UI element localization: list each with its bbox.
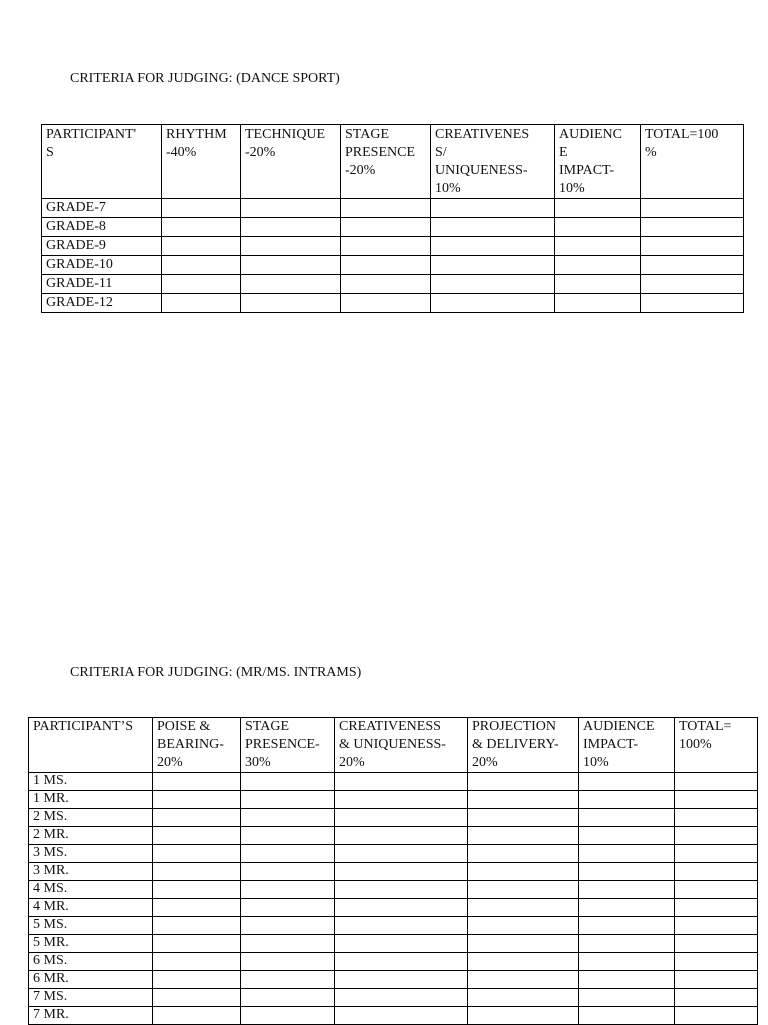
score-cell[interactable] xyxy=(335,881,468,899)
table-row xyxy=(42,256,744,275)
score-cell[interactable] xyxy=(241,256,341,275)
score-cell[interactable] xyxy=(335,791,468,809)
score-cell[interactable] xyxy=(335,863,468,881)
score-cell[interactable] xyxy=(675,809,758,827)
score-cell[interactable] xyxy=(641,237,744,256)
score-cell[interactable] xyxy=(341,256,431,275)
table-row xyxy=(29,899,758,917)
score-cell[interactable] xyxy=(431,294,555,313)
table-row xyxy=(29,791,758,809)
row-label: 7 MS. xyxy=(29,989,153,1007)
score-cell[interactable] xyxy=(241,827,335,845)
score-cell[interactable] xyxy=(468,773,579,791)
score-cell[interactable] xyxy=(162,218,241,237)
score-cell[interactable] xyxy=(555,237,641,256)
table-row xyxy=(29,1007,758,1025)
row-label: 5 MR. xyxy=(29,935,153,953)
score-cell[interactable] xyxy=(241,1007,335,1025)
score-cell[interactable] xyxy=(579,917,675,935)
score-cell[interactable] xyxy=(153,935,241,953)
score-cell[interactable] xyxy=(468,863,579,881)
score-cell[interactable] xyxy=(675,791,758,809)
mr-ms-intrams-criteria-table xyxy=(28,717,758,1025)
row-label: GRADE-9 xyxy=(42,237,162,256)
column-header-total: TOTAL=100 % xyxy=(641,125,744,199)
score-cell[interactable] xyxy=(241,809,335,827)
score-cell[interactable] xyxy=(675,827,758,845)
row-label: GRADE-7 xyxy=(42,199,162,218)
row-label: 2 MS. xyxy=(29,809,153,827)
score-cell[interactable] xyxy=(579,863,675,881)
row-label: 4 MS. xyxy=(29,881,153,899)
score-cell[interactable] xyxy=(675,845,758,863)
score-cell[interactable] xyxy=(579,827,675,845)
row-label: 6 MR. xyxy=(29,971,153,989)
row-label: 7 MR. xyxy=(29,1007,153,1025)
score-cell[interactable] xyxy=(641,199,744,218)
score-cell[interactable] xyxy=(431,275,555,294)
score-cell[interactable] xyxy=(579,881,675,899)
score-cell[interactable] xyxy=(579,1007,675,1025)
score-cell[interactable] xyxy=(675,953,758,971)
column-header-participants: PARTICIPANT’S xyxy=(29,718,153,773)
score-cell[interactable] xyxy=(162,199,241,218)
score-cell[interactable] xyxy=(335,935,468,953)
table-header-row xyxy=(29,718,758,773)
score-cell[interactable] xyxy=(241,199,341,218)
row-label: 6 MS. xyxy=(29,953,153,971)
score-cell[interactable] xyxy=(431,218,555,237)
score-cell[interactable] xyxy=(335,1007,468,1025)
score-cell[interactable] xyxy=(335,953,468,971)
table-row xyxy=(29,971,758,989)
score-cell[interactable] xyxy=(579,899,675,917)
score-cell[interactable] xyxy=(675,881,758,899)
dance-sport-heading: CRITERIA FOR JUDGING: (DANCE SPORT) xyxy=(70,71,340,86)
score-cell[interactable] xyxy=(468,881,579,899)
column-header-participants: PARTICIPANT' S xyxy=(42,125,162,199)
table-row xyxy=(42,237,744,256)
table-row xyxy=(29,881,758,899)
score-cell[interactable] xyxy=(335,899,468,917)
score-cell[interactable] xyxy=(468,917,579,935)
score-cell[interactable] xyxy=(341,294,431,313)
row-label: 1 MR. xyxy=(29,791,153,809)
score-cell[interactable] xyxy=(431,256,555,275)
column-header-stage-presence: STAGE PRESENCE- 30% xyxy=(241,718,335,773)
score-cell[interactable] xyxy=(241,863,335,881)
score-cell[interactable] xyxy=(675,917,758,935)
row-label: GRADE-10 xyxy=(42,256,162,275)
score-cell[interactable] xyxy=(675,989,758,1007)
score-cell[interactable] xyxy=(241,845,335,863)
score-cell[interactable] xyxy=(241,917,335,935)
column-header-audience-impact: AUDIENC E IMPACT- 10% xyxy=(555,125,641,199)
score-cell[interactable] xyxy=(641,218,744,237)
score-cell[interactable] xyxy=(468,1007,579,1025)
score-cell[interactable] xyxy=(153,917,241,935)
score-cell[interactable] xyxy=(341,218,431,237)
column-header-audience-impact: AUDIENCE IMPACT- 10% xyxy=(579,718,675,773)
score-cell[interactable] xyxy=(153,773,241,791)
score-cell[interactable] xyxy=(153,1007,241,1025)
column-header-stage-presence: STAGE PRESENCE -20% xyxy=(341,125,431,199)
score-cell[interactable] xyxy=(335,971,468,989)
column-header-creativeness: CREATIVENES S/ UNIQUENESS- 10% xyxy=(431,125,555,199)
score-cell[interactable] xyxy=(241,971,335,989)
score-cell[interactable] xyxy=(555,199,641,218)
score-cell[interactable] xyxy=(335,773,468,791)
score-cell[interactable] xyxy=(579,809,675,827)
score-cell[interactable] xyxy=(468,827,579,845)
table-row xyxy=(42,218,744,237)
score-cell[interactable] xyxy=(241,791,335,809)
row-label: 4 MR. xyxy=(29,899,153,917)
score-cell[interactable] xyxy=(468,809,579,827)
score-cell[interactable] xyxy=(468,791,579,809)
score-cell[interactable] xyxy=(641,275,744,294)
score-cell[interactable] xyxy=(335,845,468,863)
score-cell[interactable] xyxy=(335,809,468,827)
row-label: GRADE-8 xyxy=(42,218,162,237)
score-cell[interactable] xyxy=(579,845,675,863)
dance-sport-criteria-table xyxy=(41,124,744,313)
row-label: GRADE-12 xyxy=(42,294,162,313)
score-cell[interactable] xyxy=(579,989,675,1007)
score-cell[interactable] xyxy=(468,899,579,917)
score-cell[interactable] xyxy=(579,791,675,809)
table-row xyxy=(29,917,758,935)
column-header-rhythm: RHYTHM -40% xyxy=(162,125,241,199)
score-cell[interactable] xyxy=(579,935,675,953)
score-cell[interactable] xyxy=(241,218,341,237)
score-cell[interactable] xyxy=(162,237,241,256)
score-cell[interactable] xyxy=(153,953,241,971)
score-cell[interactable] xyxy=(241,294,341,313)
score-cell[interactable] xyxy=(341,199,431,218)
score-cell[interactable] xyxy=(162,294,241,313)
table-row xyxy=(42,294,744,313)
score-cell[interactable] xyxy=(468,971,579,989)
column-header-projection-delivery: PROJECTION & DELIVERY- 20% xyxy=(468,718,579,773)
score-cell[interactable] xyxy=(431,237,555,256)
score-cell[interactable] xyxy=(153,989,241,1007)
row-label: 5 MS. xyxy=(29,917,153,935)
table-row xyxy=(29,935,758,953)
score-cell[interactable] xyxy=(153,899,241,917)
table-header-row xyxy=(42,125,744,199)
score-cell[interactable] xyxy=(579,773,675,791)
row-label: 3 MS. xyxy=(29,845,153,863)
score-cell[interactable] xyxy=(241,935,335,953)
score-cell[interactable] xyxy=(335,917,468,935)
table-row xyxy=(42,199,744,218)
table-row xyxy=(42,275,744,294)
column-header-poise-bearing: POISE & BEARING- 20% xyxy=(153,718,241,773)
table-row xyxy=(29,989,758,1007)
row-label: 3 MR. xyxy=(29,863,153,881)
score-cell[interactable] xyxy=(241,881,335,899)
score-cell[interactable] xyxy=(675,1007,758,1025)
score-cell[interactable] xyxy=(241,989,335,1007)
score-cell[interactable] xyxy=(641,294,744,313)
score-cell[interactable] xyxy=(335,827,468,845)
score-cell[interactable] xyxy=(468,989,579,1007)
score-cell[interactable] xyxy=(153,809,241,827)
score-cell[interactable] xyxy=(675,899,758,917)
score-cell[interactable] xyxy=(335,989,468,1007)
table-row xyxy=(29,845,758,863)
score-cell[interactable] xyxy=(241,899,335,917)
table-row xyxy=(29,863,758,881)
score-cell[interactable] xyxy=(241,773,335,791)
column-header-creativeness: CREATIVENESS & UNIQUENESS- 20% xyxy=(335,718,468,773)
score-cell[interactable] xyxy=(555,218,641,237)
score-cell[interactable] xyxy=(153,971,241,989)
column-header-total: TOTAL= 100% xyxy=(675,718,758,773)
row-label: 2 MR. xyxy=(29,827,153,845)
score-cell[interactable] xyxy=(153,845,241,863)
row-label: GRADE-11 xyxy=(42,275,162,294)
score-cell[interactable] xyxy=(675,773,758,791)
table-row xyxy=(29,809,758,827)
score-cell[interactable] xyxy=(555,256,641,275)
score-cell[interactable] xyxy=(162,275,241,294)
score-cell[interactable] xyxy=(153,863,241,881)
table-row xyxy=(29,773,758,791)
score-cell[interactable] xyxy=(431,199,555,218)
score-cell[interactable] xyxy=(468,935,579,953)
score-cell[interactable] xyxy=(341,237,431,256)
score-cell[interactable] xyxy=(153,791,241,809)
mr-ms-intrams-heading: CRITERIA FOR JUDGING: (MR/MS. INTRAMS) xyxy=(70,665,362,680)
score-cell[interactable] xyxy=(241,953,335,971)
score-cell[interactable] xyxy=(341,275,431,294)
score-cell[interactable] xyxy=(579,971,675,989)
score-cell[interactable] xyxy=(153,827,241,845)
table-row xyxy=(29,953,758,971)
score-cell[interactable] xyxy=(641,256,744,275)
score-cell[interactable] xyxy=(241,237,341,256)
score-cell[interactable] xyxy=(555,294,641,313)
table-row xyxy=(29,827,758,845)
score-cell[interactable] xyxy=(241,275,341,294)
score-cell[interactable] xyxy=(468,845,579,863)
score-cell[interactable] xyxy=(675,971,758,989)
score-cell[interactable] xyxy=(153,881,241,899)
score-cell[interactable] xyxy=(579,953,675,971)
score-cell[interactable] xyxy=(162,256,241,275)
row-label: 1 MS. xyxy=(29,773,153,791)
score-cell[interactable] xyxy=(555,275,641,294)
score-cell[interactable] xyxy=(675,935,758,953)
score-cell[interactable] xyxy=(675,863,758,881)
score-cell[interactable] xyxy=(468,953,579,971)
column-header-technique: TECHNIQUE -20% xyxy=(241,125,341,199)
